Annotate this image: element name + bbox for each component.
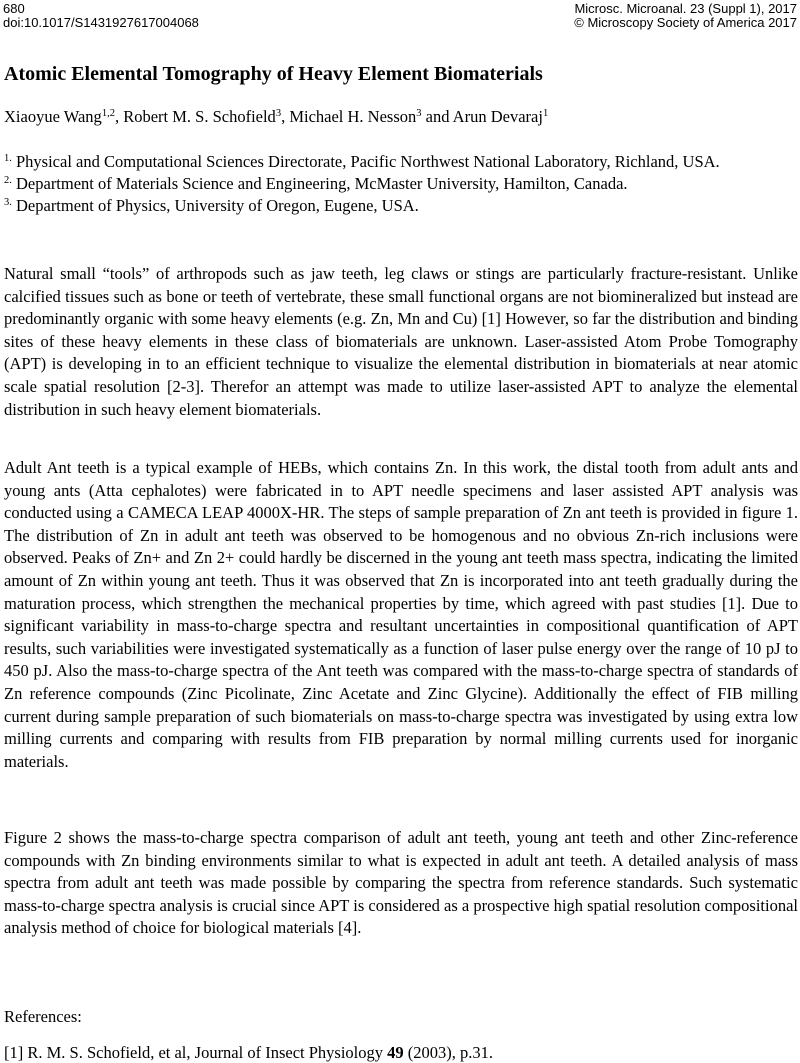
affiliation-number: 1. <box>4 153 12 164</box>
reference-text: [1] R. M. S. Schofield, et al, Journal of Insect Physiology <box>4 1043 388 1062</box>
references-heading: References: <box>4 1007 82 1026</box>
affiliation-text: Physical and Computational Sciences Directorate, Pacific Northwest National Laboratory, Richland, USA. <box>16 152 720 171</box>
affiliation-list <box>4 151 796 217</box>
author-separator: and <box>421 107 453 126</box>
author-affiliation-marker: 3 <box>416 108 422 119</box>
page-number: 680 <box>3 1 25 16</box>
author-affiliation-marker: 1,2 <box>101 108 115 119</box>
journal-citation: Microsc. Microanal. 23 (Suppl 1), 2017 <box>574 1 797 16</box>
author-list <box>4 107 548 127</box>
body-paragraph: Natural small “tools” of arthropods such as jaw teeth, leg claws or stings are particularly fracture-resistant. Unlike calcified tissues such as bone or teeth of vertebrate, these small functional organs are not biomineralized but instead are predominantly organic with some heavy elements (e.g. Zn, Mn and Cu) [1] However, so far the distribution and binding sites of these heavy elements in these class of biomaterials are unknown. Laser-assisted Atom Probe Tomography (APT) is developing in to an efficient technique to visualize the elemental distribution in biomaterials at near atomic scale spatial resolution [2-3]. Therefor an attempt was made to utilize laser-assisted APT to analyze the elemental distribution in such heavy element biomaterials. <box>4 264 798 419</box>
author-name: Michael H. Nesson <box>289 107 417 126</box>
reference-volume: 49 <box>387 1043 404 1062</box>
author-name: Xiaoyue Wang <box>4 107 102 126</box>
body-paragraph: Adult Ant teeth is a typical example of HEBs, which contains Zn. In this work, the distal tooth from adult ants and young ants (Atta cephalotes) were fabricated in to APT needle specimens and laser assisted APT analysis was conducted using a CAMECA LEAP 4000X-HR. The steps of sample preparation of Zn ant teeth is provided in figure 1. The distribution of Zn in adult ant teeth was observed to be homogenous and no obvious Zn-rich inclusions were observed. Peaks of Zn+ and Zn 2+ could hardly be discerned in the young ant teeth mass spectra, indicating the limited amount of Zn within young ant teeth. Thus it was observed that Zn is incorporated into ant teeth gradually during the maturation process, which strengthen the mechanical properties by time, which agreed with past studies [1]. Due to significant variability in mass-to-charge spectra and resultant uncertainties in compositional quantification of APT results, such variabilities were investigated systematically as a function of laser pulse energy over the range of 10 pJ to 450 pJ. Also the mass-to-charge spectra of the Ant teeth was compared with the mass-to-charge spectra of standards of Zn reference compounds (Zinc Picolinate, Zinc Acetate and Zinc Glycine). Additionally the effect of FIB milling current during sample preparation of such biomaterials on mass-to-charge spectra was investigated by using extra low milling currents and comparing with results from FIB preparation by normal milling currents used for inorganic materials. <box>4 458 798 771</box>
author-affiliation-marker: 1 <box>542 108 549 119</box>
author-separator: , <box>281 107 290 126</box>
copyright: © Microscopy Society of America 2017 <box>574 15 797 30</box>
affiliation-number: 2. <box>4 175 12 186</box>
author-affiliation-marker: 3 <box>275 108 282 119</box>
affiliation <box>4 173 796 195</box>
author-separator: , <box>114 107 124 126</box>
doi: doi:10.1017/S1431927617004068 <box>3 15 199 30</box>
reference-text: (2003), p.31. <box>403 1043 494 1062</box>
affiliation <box>4 151 796 173</box>
affiliation-text: Department of Physics, University of Oregon, Eugene, USA. <box>16 196 419 215</box>
affiliation <box>4 195 796 217</box>
paper-title: Atomic Elemental Tomography of Heavy Element Biomaterials <box>4 63 543 85</box>
affiliation-text: Department of Materials Science and Engineering, McMaster University, Hamilton, Canada. <box>16 174 628 193</box>
author-name: Arun Devaraj <box>452 107 543 126</box>
reference-item <box>4 1043 493 1063</box>
body-paragraph: Figure 2 shows the mass-to-charge spectra comparison of adult ant teeth, young ant teeth and other Zinc-reference compounds with Zn binding environments similar to what is expected in adult ant teeth. A detailed analysis of mass spectra from adult ant teeth was made possible by comparing the spectra from reference standards. Such systematic mass-to-charge spectra analysis is crucial since APT is considered as a prospective high spatial resolution compositional analysis method of choice for biological materials [4]. <box>4 828 798 938</box>
author-name: Robert M. S. Schofield <box>123 107 276 126</box>
affiliation-number: 3. <box>4 197 12 208</box>
